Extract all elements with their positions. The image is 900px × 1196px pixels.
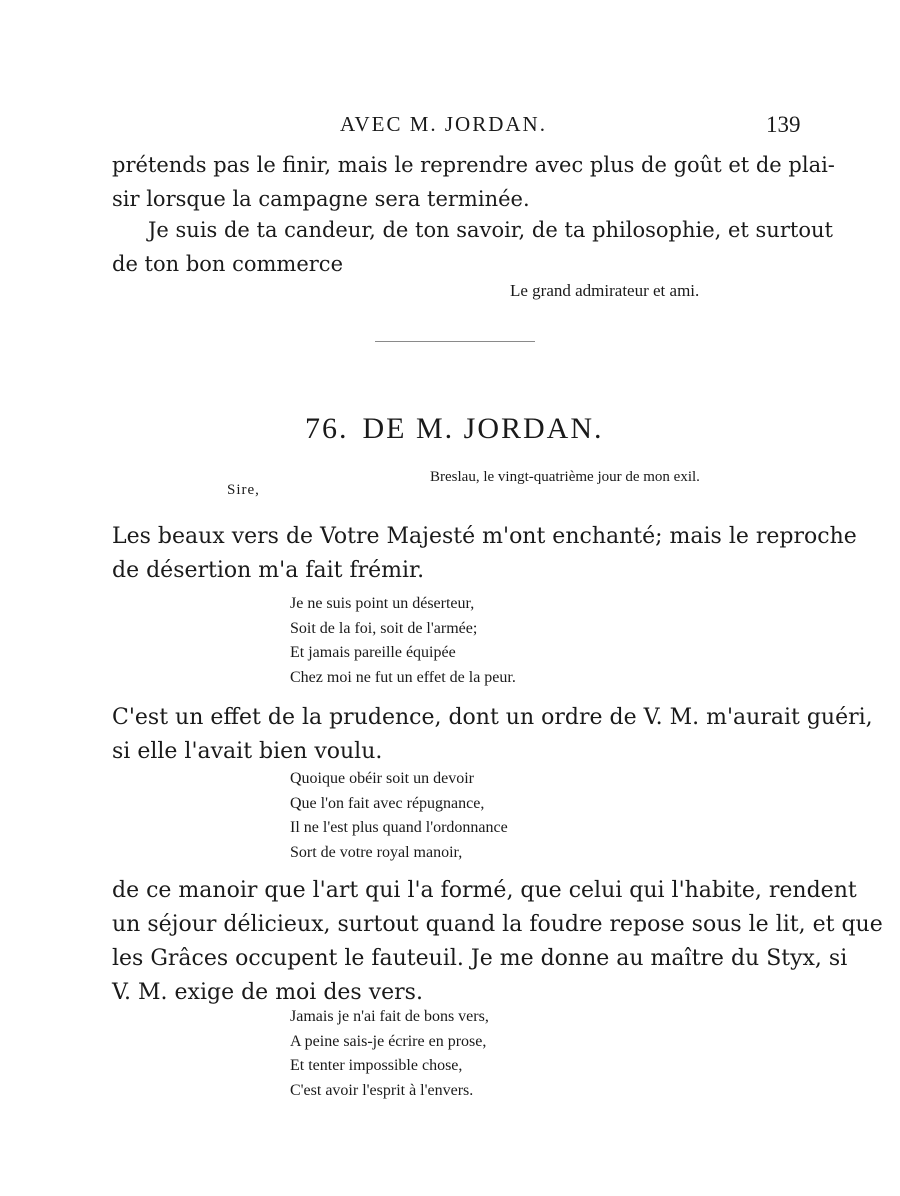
text-line: sir lorsque la campagne sera terminée. bbox=[112, 187, 530, 211]
verse-line: Et tenter impossible chose, bbox=[290, 1057, 463, 1074]
verse-line: Jamais je n'ai fait de bons vers, bbox=[290, 1008, 489, 1025]
opening-paragraph bbox=[112, 520, 857, 588]
paragraph-2 bbox=[112, 701, 873, 769]
letter-title: DE M. JORDAN. bbox=[362, 412, 604, 445]
section-divider bbox=[375, 341, 535, 342]
verse-line: Je ne suis point un déserteur, bbox=[290, 595, 475, 612]
salutation: Sire, bbox=[227, 482, 260, 498]
verse-stanza-3 bbox=[290, 1005, 489, 1103]
verse-line: Que l'on fait avec répugnance, bbox=[290, 794, 485, 812]
verse-line: Et jamais pareille équipée bbox=[290, 644, 456, 661]
verse-line: Il ne l'est plus quand l'ordonnance bbox=[290, 819, 508, 836]
text-line: de ton bon commerce bbox=[112, 252, 343, 276]
verse-line: Soit de la foi, soit de l'armée; bbox=[290, 619, 478, 637]
text-line: si elle l'avait bien voulu. bbox=[112, 739, 383, 764]
dateline: Breslau, le vingt-quatrième jour de mon exil. bbox=[430, 469, 700, 485]
text-line: prétends pas le finir, mais le reprendre avec plus de goût et de plai- bbox=[112, 153, 835, 177]
text-line: C'est un effet de la prudence, dont un ordre de V. M. m'aurait guéri, bbox=[112, 705, 873, 730]
verse-line: Chez moi ne fut un effet de la peur. bbox=[290, 668, 516, 686]
text-line: un séjour délicieux, surtout quand la foudre repose sous le lit, et que bbox=[112, 912, 883, 937]
running-head: AVEC M. JORDAN. bbox=[340, 112, 547, 136]
letter-heading bbox=[305, 412, 604, 446]
verse-line: A peine sais-je écrire en prose, bbox=[290, 1032, 487, 1050]
letter-closing: Le grand admirateur et ami. bbox=[510, 281, 700, 300]
verse-line: C'est avoir l'esprit à l'envers. bbox=[290, 1081, 474, 1099]
text-line: de désertion m'a fait frémir. bbox=[112, 558, 425, 583]
page-number: 139 bbox=[766, 112, 801, 137]
verse-line: Quoique obéir soit un devoir bbox=[290, 770, 474, 787]
text-line: V. M. exige de moi des vers. bbox=[112, 980, 423, 1005]
verse-stanza-2 bbox=[290, 767, 508, 865]
previous-letter-paragraph-1 bbox=[112, 148, 835, 216]
text-line: Je suis de ta candeur, de ton savoir, de ta philosophie, et surtout bbox=[148, 218, 833, 242]
text-line: de ce manoir que l'art qui l'a formé, que celui qui l'habite, rendent bbox=[112, 878, 857, 903]
text-line: les Grâces occupent le fauteuil. Je me donne au maître du Styx, si bbox=[112, 946, 848, 971]
verse-stanza-1 bbox=[290, 592, 516, 690]
previous-letter-paragraph-2 bbox=[112, 213, 833, 281]
verse-line: Sort de votre royal manoir, bbox=[290, 843, 463, 861]
letter-number: 76. bbox=[305, 412, 349, 445]
text-line: Les beaux vers de Votre Majesté m'ont enchanté; mais le reproche bbox=[112, 524, 857, 549]
paragraph-3 bbox=[112, 874, 883, 1010]
